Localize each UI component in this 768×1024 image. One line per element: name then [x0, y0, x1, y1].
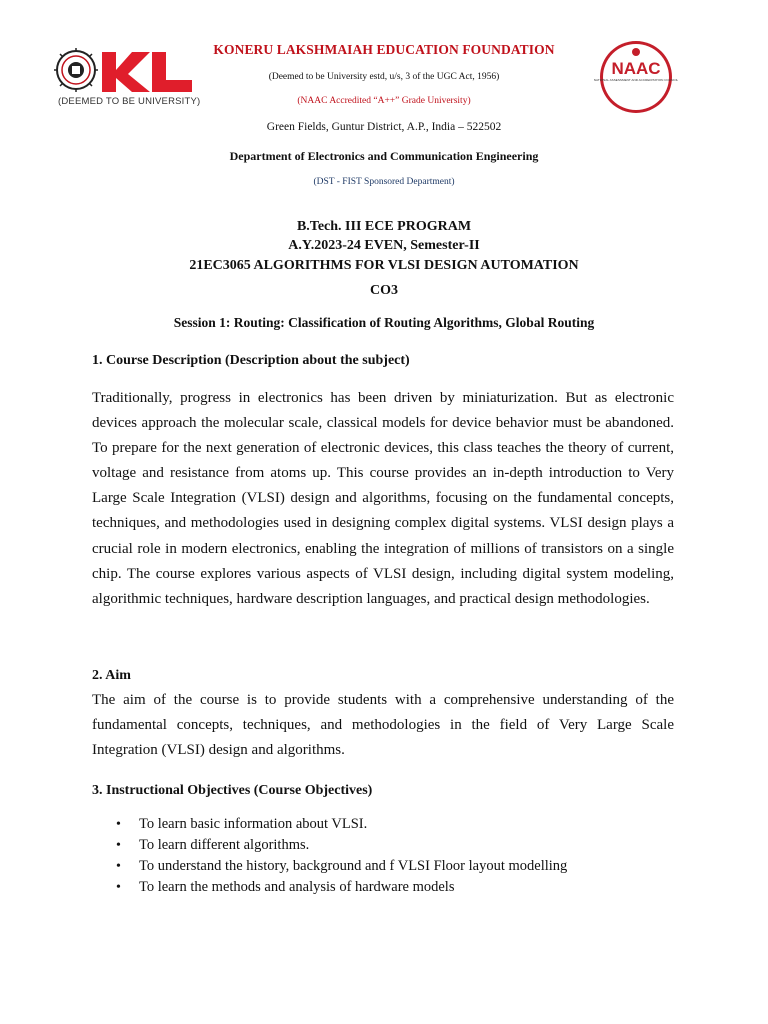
objective-text: To learn the methods and analysis of hardware models — [139, 879, 455, 895]
institution-name: KONERU LAKSHMAIAH EDUCATION FOUNDATION — [213, 42, 555, 57]
bullet-icon: • — [116, 817, 121, 832]
naac-grade: A++ Grade — [620, 98, 652, 104]
program-title: B.Tech. III ECE PROGRAM — [296, 219, 472, 234]
course-description-heading: 1. Course Description (Description about the subject) — [92, 353, 410, 368]
objective-text: To understand the history, background and f VLSI Floor layout modelling — [139, 858, 568, 874]
kl-logo-tagline: (DEEMED TO BE UNIVERSITY) — [58, 96, 201, 107]
department-note: (DST - FIST Sponsored Department) — [313, 177, 455, 187]
deemed-university-line: (Deemed to be University estd, u/s, 3 of the UGC Act, 1956) — [268, 72, 500, 82]
session-title: Session 1: Routing: Classification of Routing Algorithms, Global Routing — [173, 315, 595, 330]
aim-heading: 2. Aim — [92, 668, 131, 683]
naac-title: NAAC — [611, 59, 661, 78]
list-item — [92, 856, 674, 877]
naac-accreditation-line: (NAAC Accredited “A++” Grade University) — [297, 96, 471, 106]
course-description-text: Traditionally, progress in electronics has been driven by miniaturization. But as electronic devices approach the molecular scale, classical models for device behavior must be abandoned. To prepare for the next generation of electronic devices, this class teaches the theory of current, voltage and resistance from atoms up. This course provides an in-depth introduction to Very Large Scale Integration (VLSI) design and algorithms, focusing on the fundamental concepts, techniques, and methodologies used in designing complex digital systems. VLSI design plays a crucial role in modern electronics, enabling the integration of millions of transistors on a single chip. The course explores various aspects of VLSI design, including digital system modeling, algorithmic techniques, hardware description languages, and practical design methodologies. — [92, 390, 674, 607]
list-item — [92, 835, 674, 856]
bullet-icon: • — [116, 859, 121, 874]
kl-emblem — [54, 48, 98, 92]
department-name: Department of Electronics and Communication Engineering — [229, 149, 539, 163]
course-title: 21EC3065 ALGORITHMS FOR VLSI DESIGN AUTOMATION — [189, 258, 579, 273]
objective-text: To learn different algorithms. — [139, 837, 310, 853]
objectives-list — [92, 814, 674, 898]
bullet-icon: • — [116, 880, 121, 895]
address-line: Green Fields, Guntur District, A.P., India – 522502 — [266, 121, 502, 133]
objectives-heading: 3. Instructional Objectives (Course Objectives) — [92, 783, 373, 798]
academic-year: A.Y.2023-24 EVEN, Semester-II — [288, 238, 480, 253]
bullet-icon: • — [116, 838, 121, 853]
list-item — [92, 814, 674, 835]
aim-text: The aim of the course is to provide students with a comprehensive understanding of the fundamental concepts, techniques, and methodologies in the field of Very Large Scale Integration (VLSI) design and algorithms. — [92, 692, 674, 759]
objective-text: To learn basic information about VLSI. — [139, 816, 368, 832]
naac-subtitle: NATIONAL ASSESSMENT AND ACCREDITATION COUNCIL — [594, 78, 678, 82]
list-item — [92, 877, 674, 898]
course-outcome: CO3 — [370, 283, 398, 298]
